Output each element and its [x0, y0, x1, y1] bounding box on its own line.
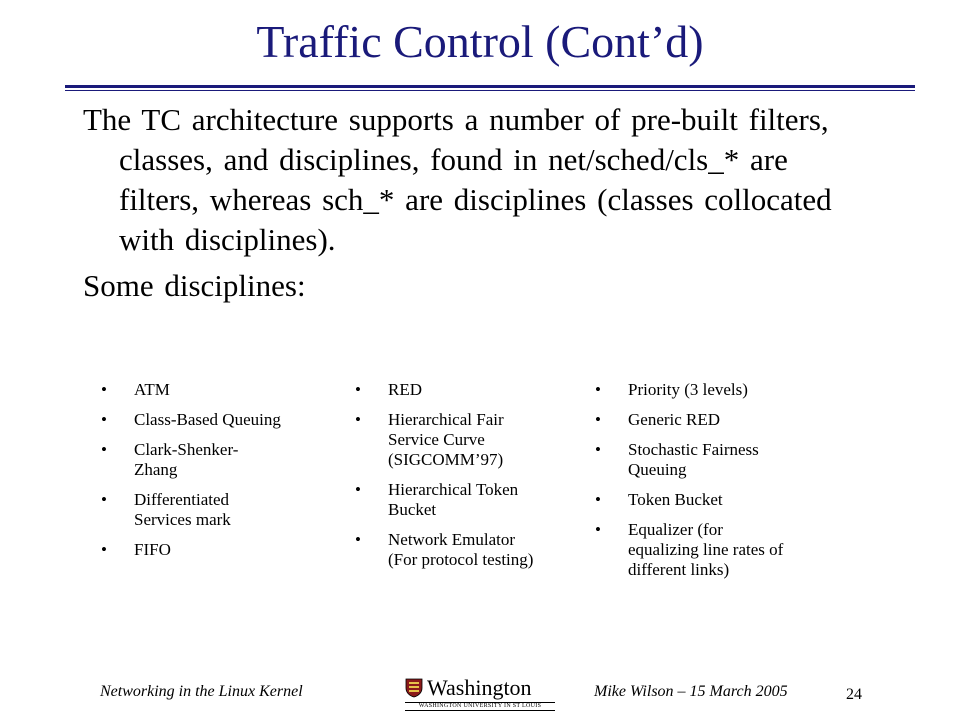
- list-item-label: Network Emulator (For protocol testing): [388, 530, 534, 569]
- list-item: [101, 440, 281, 480]
- list-item: [595, 440, 785, 480]
- intro-lead: Some disciplines:: [83, 268, 306, 303]
- list-item: [355, 530, 545, 570]
- list-item: [355, 410, 545, 470]
- list-item-label: Token Bucket: [628, 490, 723, 509]
- bullet: •: [595, 520, 601, 539]
- shield-icon: [405, 678, 423, 698]
- list-item-label: Hierarchical Token Bucket: [388, 480, 519, 519]
- list-item-label: Generic RED: [628, 410, 721, 429]
- bullet: •: [355, 380, 361, 399]
- list-item: [101, 410, 281, 430]
- disciplines-column-2: [355, 380, 545, 580]
- list-item: [595, 410, 785, 430]
- bullet: •: [355, 410, 361, 429]
- title-divider-thin: [65, 90, 915, 91]
- list-item-label: Differentiated Services mark: [134, 490, 231, 529]
- bullet: •: [101, 410, 107, 429]
- title-divider: [65, 85, 915, 88]
- bullet: •: [595, 410, 601, 429]
- bullet: •: [355, 480, 361, 499]
- list-item: [101, 490, 281, 530]
- slide-title: Traffic Control (Cont’d): [256, 16, 704, 67]
- bullet: •: [595, 490, 601, 509]
- list-item: [595, 520, 785, 580]
- list-item-label: Clark-Shenker-Zhang: [134, 440, 239, 479]
- page-number: 24: [846, 686, 862, 703]
- disciplines-column-1: [101, 380, 281, 570]
- list-item: [101, 540, 281, 560]
- intro-text: [83, 100, 873, 306]
- washington-university-logo: [405, 675, 555, 710]
- list-item-label: Priority (3 levels): [628, 380, 748, 399]
- logo-tagline: WASHINGTON UNIVERSITY IN ST LOUIS: [405, 702, 555, 711]
- list-item: [101, 380, 281, 400]
- bullet: •: [101, 380, 107, 399]
- list-item-label: FIFO: [134, 540, 171, 559]
- disciplines-column-3: [595, 380, 785, 590]
- list-item-label: ATM: [134, 380, 170, 399]
- list-item-label: Hierarchical Fair Service Curve (SIGCOMM’97): [388, 410, 504, 469]
- bullet: •: [101, 540, 107, 559]
- bullet: •: [101, 490, 107, 509]
- logo-wordmark: Washington: [427, 675, 532, 700]
- list-item: [355, 480, 545, 520]
- intro-paragraph: The TC architecture supports a number of pre-built filters, classes, and disciplines, found in net/sched/cls_* are filters, whereas sch_* are disciplines (classes collocated with disciplines).: [83, 102, 832, 257]
- footer-course-title: Networking in the Linux Kernel: [100, 683, 303, 700]
- list-item-label: Equalizer (for equalizing line rates of different links): [628, 520, 784, 579]
- list-item: [355, 380, 545, 400]
- footer-author-date: Mike Wilson – 15 March 2005: [594, 683, 788, 700]
- list-item-label: RED: [388, 380, 422, 399]
- bullet: •: [355, 530, 361, 549]
- list-item: [595, 490, 785, 510]
- bullet: •: [595, 380, 601, 399]
- list-item-label: Class-Based Queuing: [134, 410, 281, 429]
- list-item-label: Stochastic Fairness Queuing: [628, 440, 759, 479]
- bullet: •: [595, 440, 601, 459]
- bullet: •: [101, 440, 107, 459]
- list-item: [595, 380, 785, 400]
